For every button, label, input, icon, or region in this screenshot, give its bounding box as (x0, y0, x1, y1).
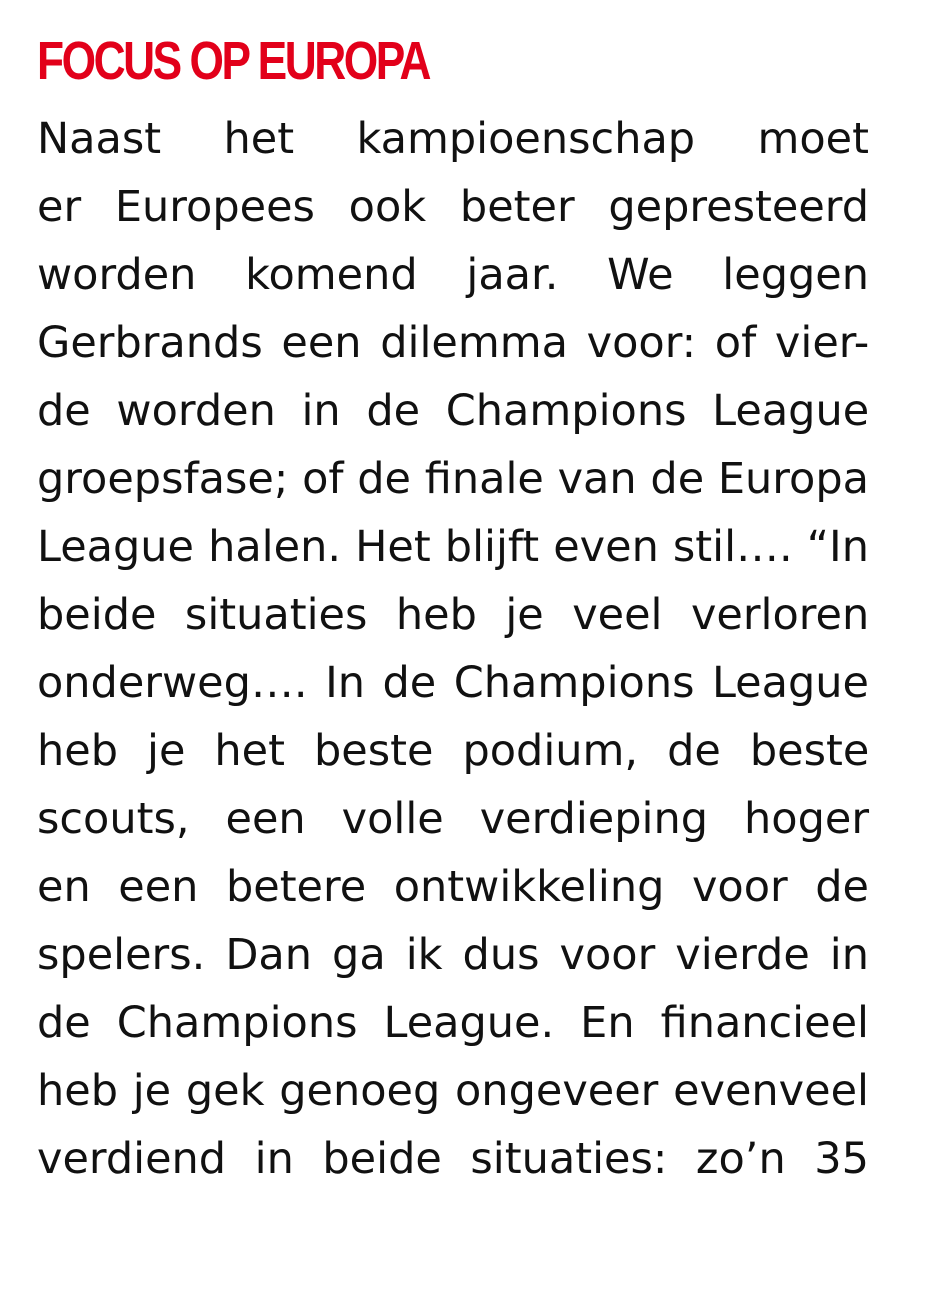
article-body (37, 105, 869, 1193)
body-line: onderweg…. In de Champions League (37, 658, 869, 708)
body-line: worden komend jaar. We leggen (37, 250, 869, 300)
article-heading: FOCUS OP EUROPA (37, 31, 430, 91)
body-line: er Europees ook beter gepresteerd (37, 182, 869, 232)
body-line: heb je het beste podium, de beste (37, 726, 870, 776)
article (37, 30, 869, 1193)
body-line: heb je gek genoeg ongeveer evenveel (37, 1066, 869, 1116)
body-line: de worden in de Champions League (37, 386, 870, 436)
body-line: League halen. Het blijft even stil…. “In (37, 522, 869, 572)
body-line: en een betere ontwikkeling voor de (37, 862, 869, 912)
body-line: Naast het kampioenschap moet (37, 114, 869, 164)
body-line: beide situaties heb je veel verloren (37, 590, 870, 640)
body-line: spelers. Dan ga ik dus voor vierde in (37, 930, 869, 980)
body-line: scouts, een volle verdieping hoger (37, 794, 869, 844)
body-line: Gerbrands een dilemma voor: of vier- (37, 318, 870, 368)
body-line: de Champions League. En financieel (37, 998, 869, 1048)
body-line: verdiend in beide situaties: zo’n 35 (37, 1134, 869, 1184)
body-line: groepsfase; of de finale van de Europa (37, 454, 869, 504)
